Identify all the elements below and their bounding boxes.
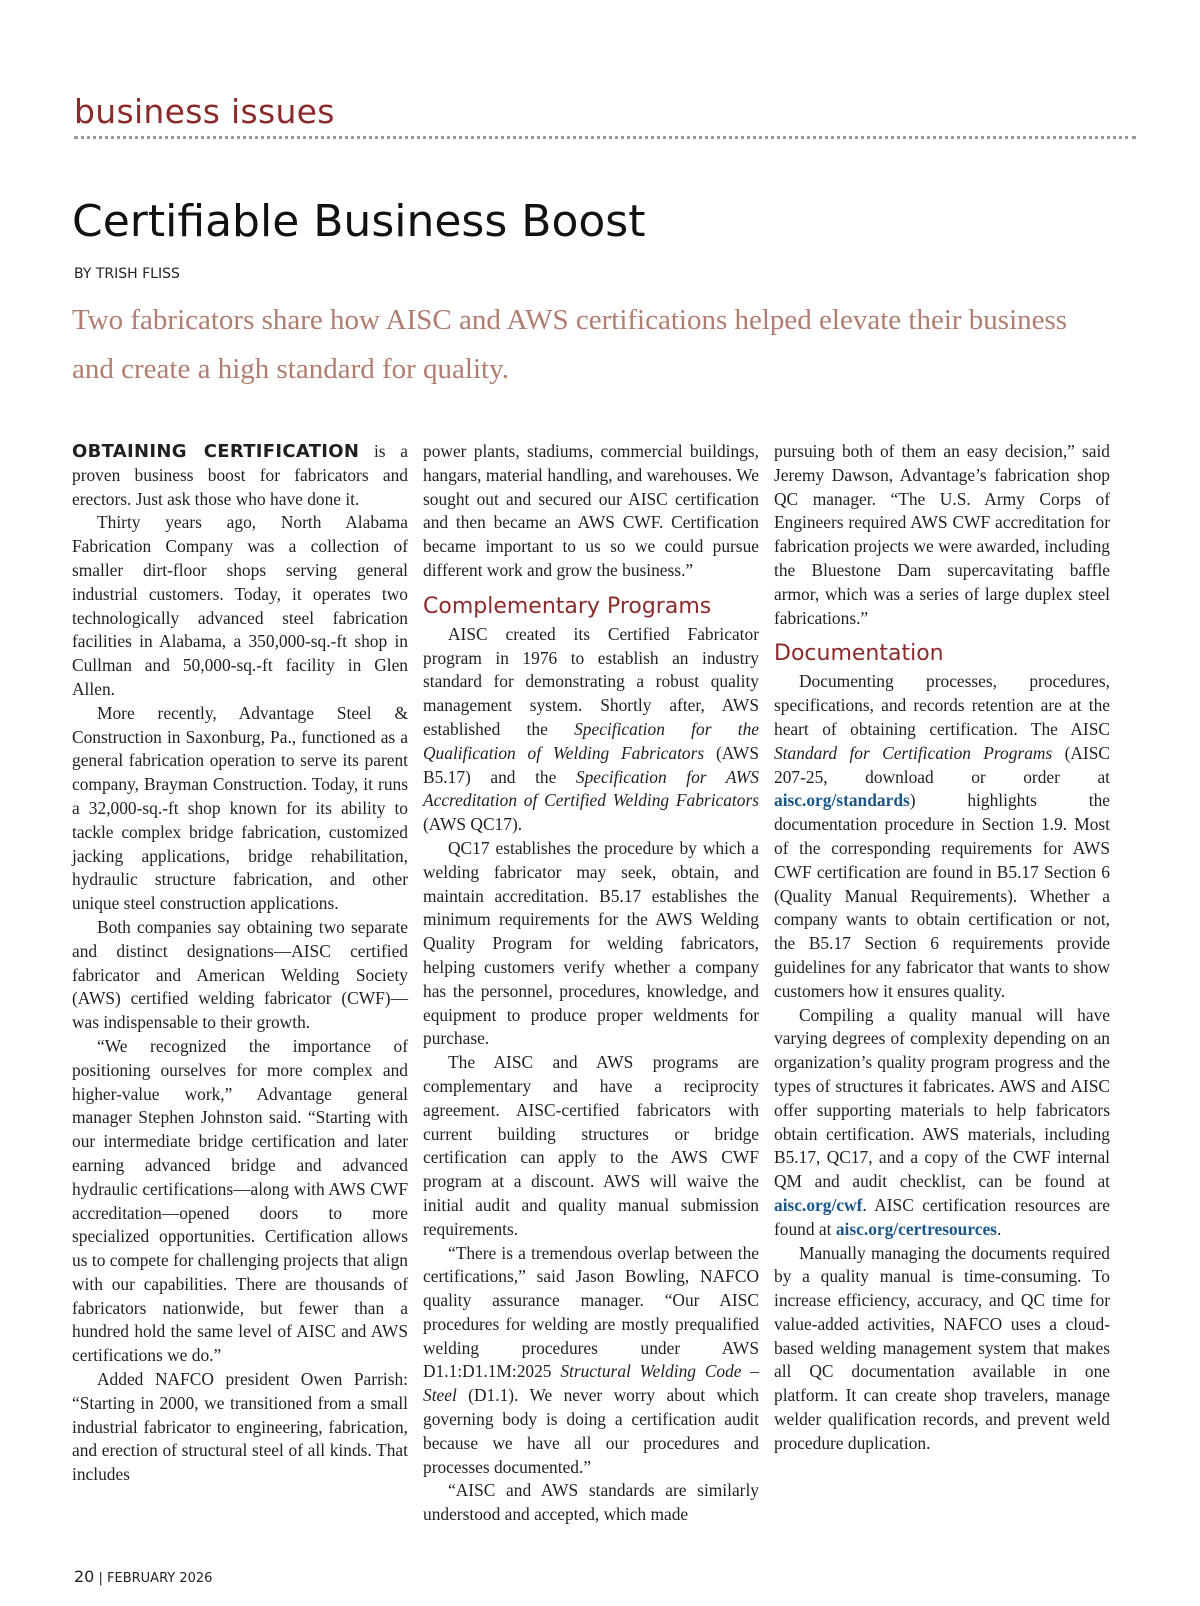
italic-title: Specification for AWS Accreditation of Certified Welding Fabricators xyxy=(423,766,759,811)
footer-separator: | xyxy=(94,1571,108,1586)
paragraph: Added NAFCO president Owen Parrish: “Starting in 2000, we transitioned from a small industrial fabricator to engineering, fabrication, and erection of structural steel of all kinds. That includes xyxy=(72,1369,408,1485)
paragraph xyxy=(423,1242,759,1480)
paragraph: Both companies say obtaining two separate and distinct designations—AISC certified fabricator and American Welding Society (AWS) certified welding fabricator (CWF)—was indispensable to their growth. xyxy=(72,916,408,1033)
section-label: business issues xyxy=(74,92,335,131)
link-aisc-cwf[interactable]: aisc.org/cwf xyxy=(774,1194,863,1215)
paragraph: “AISC and AWS standards are similarly understood and accepted, which made xyxy=(423,1480,759,1525)
article-column-2 xyxy=(423,440,759,1527)
subheading-complementary-programs: Complementary Programs xyxy=(423,593,712,619)
paragraph: More recently, Advantage Steel & Construction in Saxonburg, Pa., functioned as a general fabrication operation to serve its parent company, Brayman Construction. Today, it runs a 32,000-sq.-ft shop known for its ability to tackle complex bridge fabrication, customized jacking applications, bridge rehabilitation, hydraulic structure fabrication, and other unique steel construction applications. xyxy=(72,702,408,914)
article-headline: Certifiable Business Boost xyxy=(72,196,646,247)
italic-title: Structural Welding Code – Steel xyxy=(423,1361,759,1406)
article-column-1 xyxy=(72,440,408,1487)
article-column-3 xyxy=(774,440,1110,1456)
text-run: AISC created its Certified Fabricator program in 1976 to establish an industry standard for demonstrating a robust quality management system. Shortly after, AWS established the xyxy=(423,623,759,739)
text-run: (AWS QC17). xyxy=(423,814,523,835)
paragraph xyxy=(72,440,408,511)
text-run: Documenting processes, procedures, specifications, and records retention are at the heart of obtaining certification. The AISC xyxy=(774,671,1110,739)
paragraph: Manually managing the documents required by a quality manual is time-consuming. To increase efficiency, accuracy, and QC time for value-added activities, NAFCO uses a cloud-based welding management system that makes all QC documentation available in one platform. It can create shop travelers, manage welder qualification records, and prevent weld procedure duplication. xyxy=(774,1242,1110,1453)
subheading-documentation: Documentation xyxy=(774,641,944,667)
italic-title: Standard for Certification Programs xyxy=(774,742,1053,763)
text-run: is a proven business boost for fabricators and erectors. Just ask those who have done it. xyxy=(72,441,408,509)
link-aisc-standards[interactable]: aisc.org/standards xyxy=(774,790,910,811)
paragraph: “We recognized the importance of positioning ourselves for more complex and higher-value work,” Advantage general manager Stephen Johnston said. “Starting with our intermediate bridge certification and later earning advanced bridge and advanced hydraulic certifications—along with AWS CWF accreditation—opened doors to more specialized opportunities. Certification allows us to compete for challenging projects that align with our capabilities. There are thousands of fabricators nationwide, but fewer than a hundred hold the same level of AISC and AWS certifications we do.” xyxy=(72,1035,408,1366)
page-footer xyxy=(74,1567,212,1586)
text-run: (AISC 207-25, download or order at xyxy=(774,742,1110,787)
issue-date: FEBRUARY 2026 xyxy=(107,1571,213,1586)
dotted-divider xyxy=(74,136,1136,139)
paragraph xyxy=(774,670,1110,1003)
paragraph: Thirty years ago, North Alabama Fabrication Company was a collection of smaller dirt-floor shops serving general industrial customers. Today, it operates two technologically advanced steel fabrication facilities in Alabama, a 350,000-sq.-ft shop in Cullman and 50,000-sq.-ft facility in Glen Allen. xyxy=(72,512,408,699)
paragraph: The AISC and AWS programs are complementary and have a reciprocity agreement. AISC-certified fabricators with current building structures or bridge certification can apply to the AWS CWF program at a discount. AWS will waive the initial audit and quality manual submission requirements. xyxy=(423,1052,759,1239)
paragraph: QC17 establishes the procedure by which a welding fabricator may seek, obtain, and maintain accreditation. B5.17 establishes the minimum requirements for the AWS Welding Quality Program for welding fabricators, helping customers verify whether a company has the personnel, procedures, knowledge, and equipment to produce proper weldments for purchase. xyxy=(423,837,759,1049)
paragraph: power plants, stadiums, commercial buildings, hangars, material handling, and warehouses. We sought out and secured our AISC certification and then became an AWS CWF. Certification became important to us so we could pursue different work and grow the business.” xyxy=(423,441,759,580)
link-aisc-certresources[interactable]: aisc.org/certresources xyxy=(835,1218,997,1239)
article-deck: Two fabricators share how AISC and AWS certifications helped elevate their business and create a high standard for quality. xyxy=(72,304,1068,385)
italic-title: Specification for the Qualification of Welding Fabricators xyxy=(423,718,759,763)
byline: BY TRISH FLISS xyxy=(74,266,180,282)
text-run: (D1.1). We never worry about which governing body is doing a certification audit because we have all our procedures and processes documented.” xyxy=(423,1385,759,1477)
text-run: . xyxy=(996,1218,1002,1239)
lead-in: OBTAINING CERTIFICATION xyxy=(72,441,360,462)
paragraph xyxy=(423,623,759,837)
paragraph: pursuing both of them an easy decision,” said Jeremy Dawson, Advantage’s fabrication shop QC manager. “The U.S. Army Corps of Engineers required AWS CWF accreditation for fabrication projects we were awarded, including the Bluestone Dam supercavitating baffle armor, which was a series of large duplex steel fabrications.” xyxy=(774,441,1110,628)
page-number: 20 xyxy=(74,1567,95,1586)
text-run: Compiling a quality manual will have varying degrees of complexity depending on an organization’s quality program progress and the types of structures it fabricates. AWS and AISC offer supporting materials to help fabricators obtain certification. AWS materials, including B5.17, QC17, and a copy of the CWF internal QM and audit checklist, can be found at xyxy=(774,1004,1110,1192)
paragraph xyxy=(774,1004,1110,1242)
text-run: . AISC certification resources are found at xyxy=(774,1194,1110,1239)
text-run: ) highlights the documentation procedure in Section 1.9. Most of the corresponding requirements for AWS CWF certification are found in B5.17 Section 6 (Quality Manual Requirements). Whether a company wants to obtain certification or not, the B5.17 Section 6 requirements provide guidelines for any fabricator that wants to show customers how it ensures quality. xyxy=(774,790,1110,1001)
text-run: (AWS B5.17) and the xyxy=(423,742,760,787)
text-run: “There is a tremendous overlap between the certifications,” said Jason Bowling, NAFCO quality assurance manager. “Our AISC procedures for welding are mostly prequalified welding procedures under AWS D1.1:D1.1M:2025 xyxy=(423,1242,759,1382)
